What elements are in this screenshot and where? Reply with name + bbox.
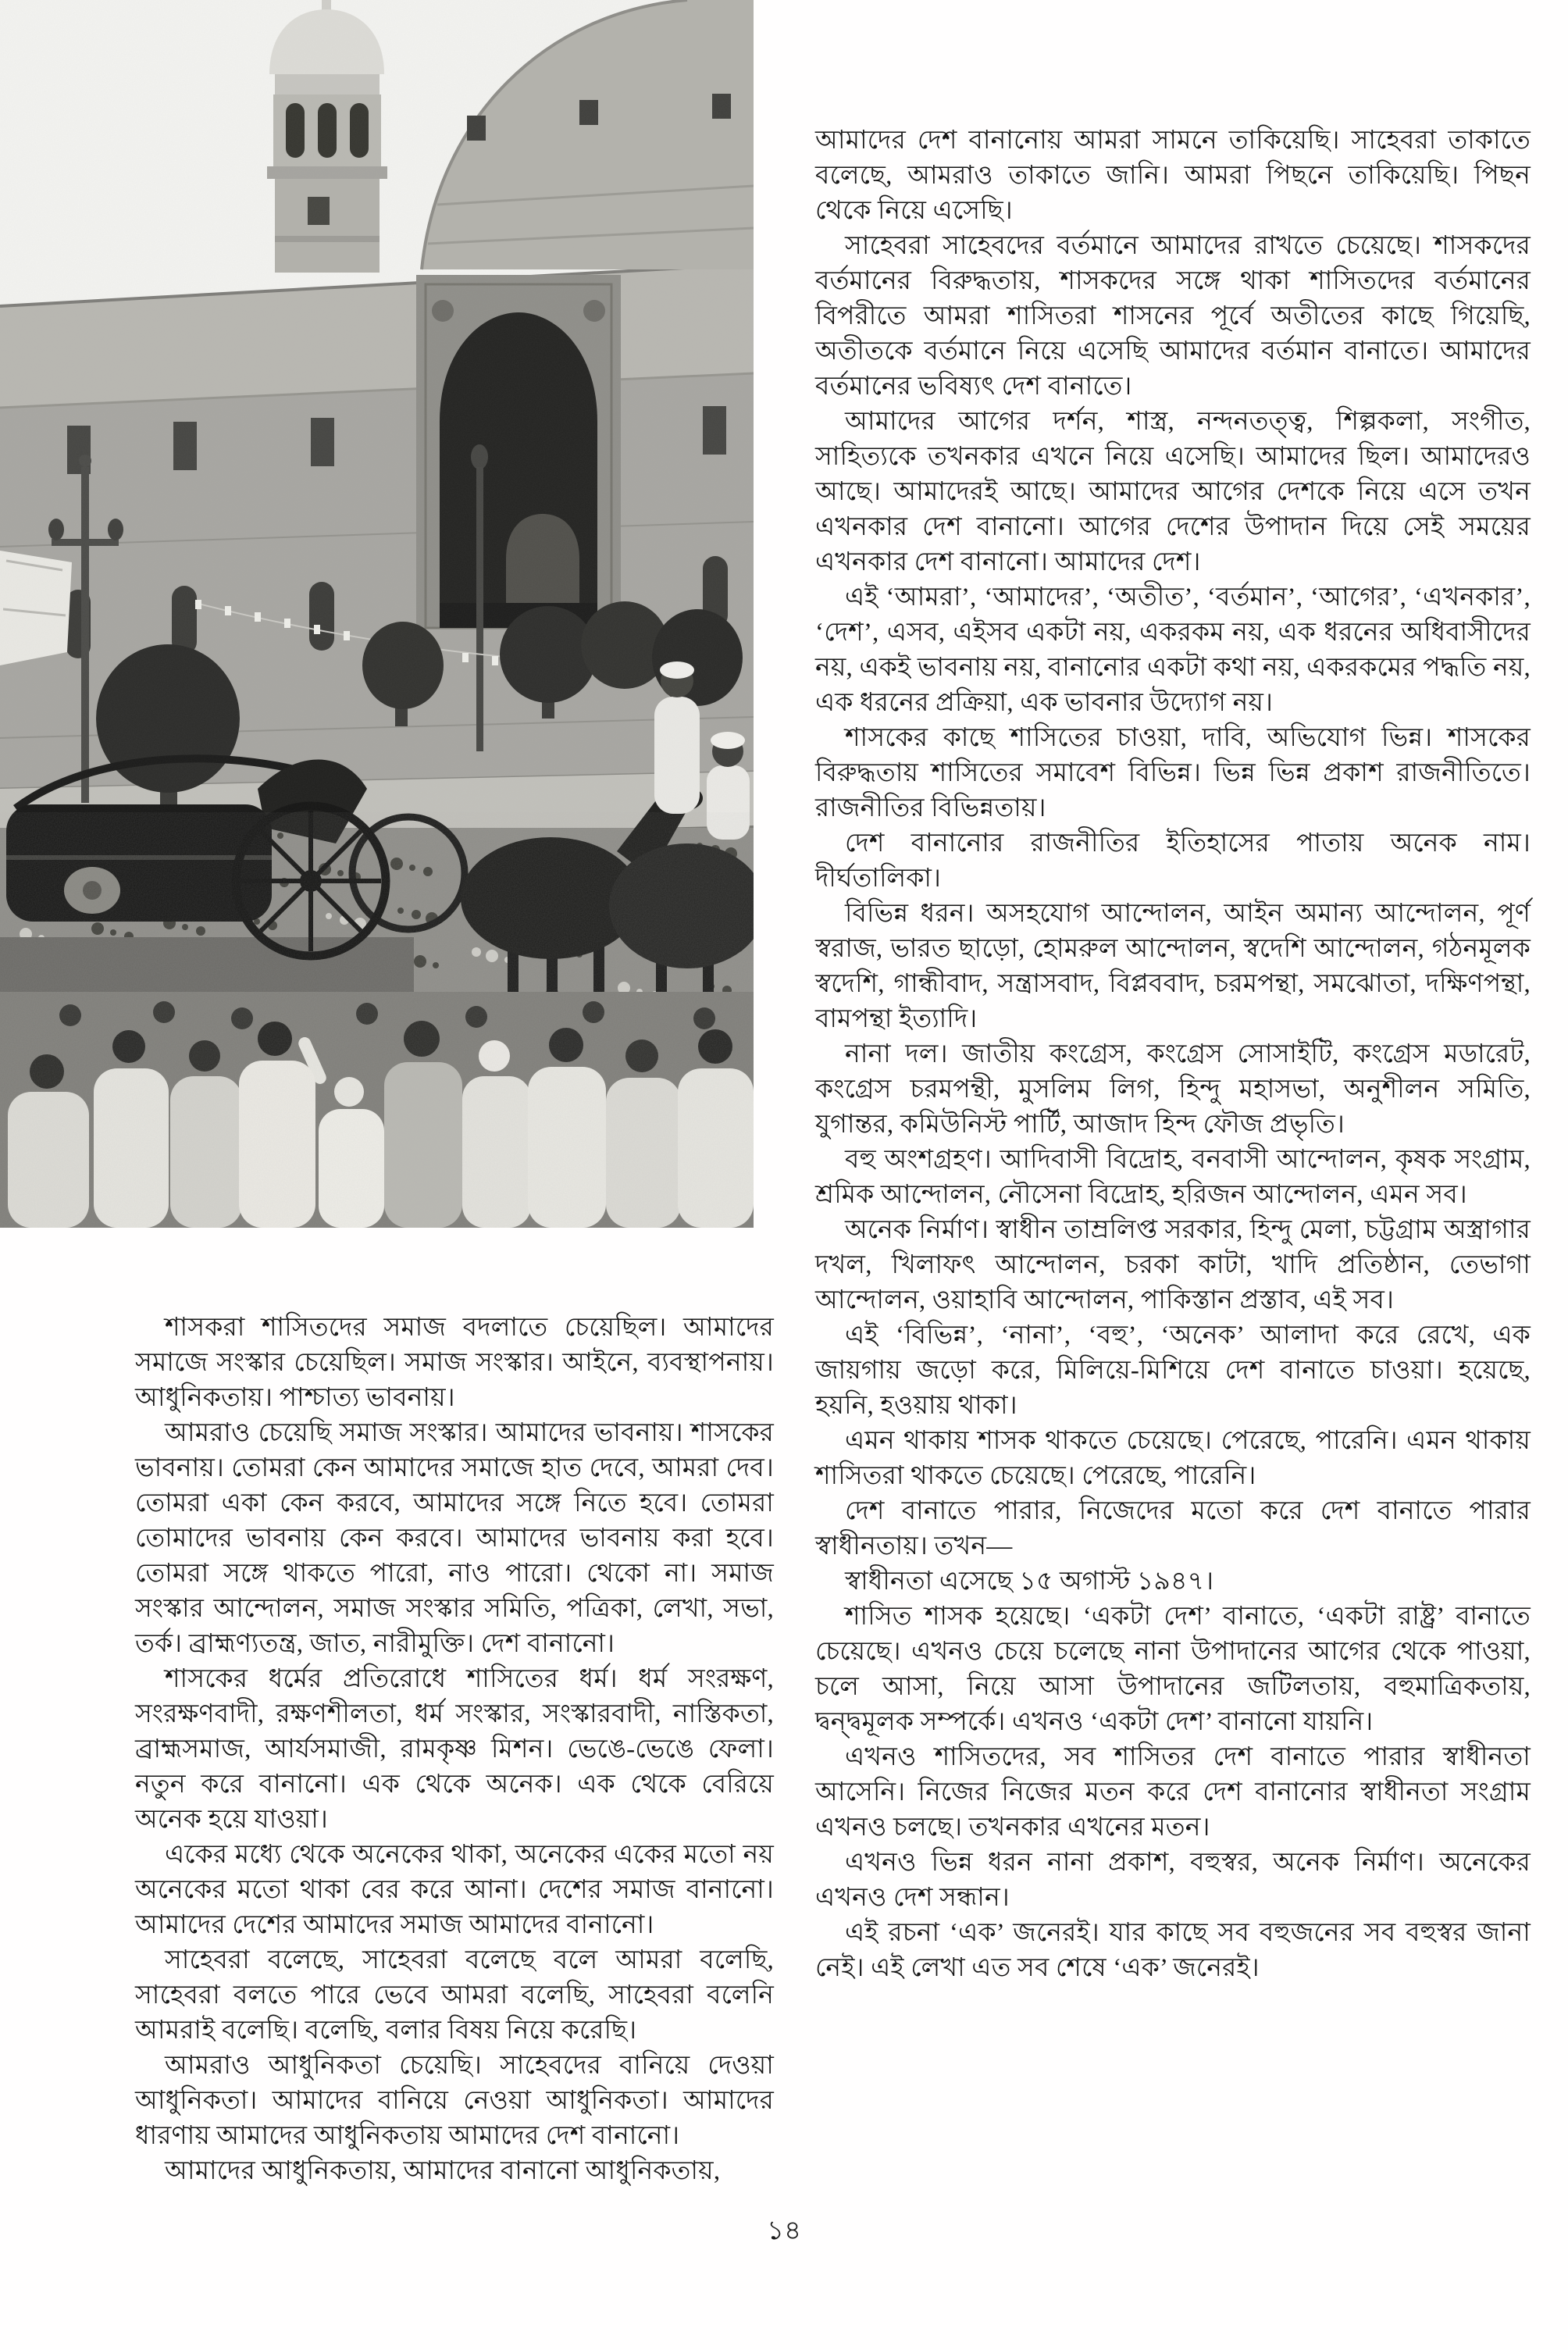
paragraph: আমরাও চেয়েছি সমাজ সংস্কার। আমাদের ভাবনায়। শাসকের ভাবনায়। তোমরা কেন আমাদের সমাজে হাত দেবে, আমরা দেব। তোমরা একা কেন করবে, আমাদের সঙ্গে নিতে হবে। তোমরা তোমাদের ভাবনায় কেন করবে। আমাদের ভাবনায় করা হবে। তোমরা সঙ্গে থাকতে পারো, নাও পারো। থেকো না। সমাজ সংস্কার আন্দোলন, সমাজ সংস্কার সমিতি, পত্রিকা, লেখা, সভা, তর্ক। ব্রাহ্মণ্যতন্ত্র, জাত, নারীমুক্তি। দেশ বানানো। xyxy=(135,1419,774,1658)
paragraph: এই ‘আমরা’, ‘আমাদের’, ‘অতীত’, ‘বর্তমান’, ‘আগের’, ‘এখনকার’, ‘দেশ’, এসব, এইসব একটা নয়, একরকম নয়, এক ধরনের অধিবাসীদের নয়, একই ভাবনায় নয়, বানানোর একটা কথা নয়, একরকমের পদ্ধতি নয়, এক ধরনের প্রক্রিয়া, এক ভাবনার উদ্যোগ নয়। xyxy=(815,583,1531,717)
paragraph: আমরাও আধুনিকতা চেয়েছি। সাহেবদের বানিয়ে দেওয়া আধুনিকতা। আমাদের বানিয়ে নেওয়া আধুনিকতা। আমাদের ধারণায় আমাদের আধুনিকতায় আমাদের দেশ বানানো। xyxy=(135,2052,774,2150)
paragraph: বিভিন্ন ধরন। অসহযোগ আন্দোলন, আইন অমান্য আন্দোলন, পূর্ণ স্বরাজ, ভারত ছাড়ো, হোমরুল আন্দোলন, স্বদেশি আন্দোলন, গঠনমূলক স্বদেশি, গান্ধীবাদ, সন্ত্রাসবাদ, বিপ্লববাদ, চরমপন্থা, সমঝোতা, দক্ষিণপন্থা, বামপন্থা ইত্যাদি। xyxy=(815,900,1531,1033)
paragraph: শাসকরা শাসিতদের সমাজ বদলাতে চেয়েছিল। আমাদের সমাজে সংস্কার চেয়েছিল। সমাজ সংস্কার। আইনে, ব্যবস্থাপনায়। আধুনিকতায়। পাশ্চাত্য ভাবনায়। xyxy=(135,1314,774,1412)
paragraph: শাসকের কাছে শাসিতের চাওয়া, দাবি, অভিযোগ ভিন্ন। শাসকের বিরুদ্ধতায় শাসিতের সমাবেশ বিভিন্ন। ভিন্ন ভিন্ন প্রকাশ রাজনীতিতে। রাজনীতির বিভিন্নতায়। xyxy=(815,724,1531,822)
paragraph: সাহেবরা বলেছে, সাহেবরা বলেছে বলে আমরা বলেছি, সাহেবরা বলতে পারে ভেবে আমরা বলেছি, সাহেবরা বলেনি আমরাই বলেছি। বলেছি, বলার বিষয় নিয়ে করেছি। xyxy=(135,1946,774,2045)
paragraph: সাহেবরা সাহেবদের বর্তমানে আমাদের রাখতে চেয়েছে। শাসকদের বর্তমানের বিরুদ্ধতায়, শাসকদের সঙ্গে থাকা শাসিতদের বর্তমানের বিপরীতে আমরা শাসিতরা শাসনের পূর্বে অতীতের কাছে গিয়েছি, অতীতকে বর্তমানে নিয়ে এসেছি আমাদের বর্তমান বানাতে। আমাদের বর্তমানের ভবিষ্যৎ দেশ বানাতে। xyxy=(815,232,1531,401)
paragraph: আমাদের দেশ বানানোয় আমরা সামনে তাকিয়েছি। সাহেবরা তাকাতে বলেছে, আমরাও তাকাতে জানি। আমরা পিছনে তাকিয়েছি। পিছন থেকে নিয়ে এসেছি। xyxy=(815,127,1531,225)
left-text-column xyxy=(135,1311,774,2189)
page-number: ১৪ xyxy=(766,2216,802,2245)
paragraph: শাসকের ধর্মের প্রতিরোধে শাসিতের ধর্ম। ধর্ম সংরক্ষণ, সংরক্ষণবাদী, রক্ষণশীলতা, ধর্ম সংস্কার, সংস্কারবাদী, নাস্তিকতা, ব্রাহ্মসমাজ, আর্যসমাজী, রামকৃষ্ণ মিশন। ভেঙে-ভেঙে ফেলা। নতুন করে বানানো। এক থেকে অনেক। এক থেকে বেরিয়ে অনেক হয়ে যাওয়া। xyxy=(135,1665,774,1834)
paragraph: আমাদের আগের দর্শন, শাস্ত্র, নন্দনতত্ত্ব, শিল্পকলা, সংগীত, সাহিত্যকে তখনকার এখনে নিয়ে এসেছি। আমাদের ছিল। আমাদেরও আছে। আমাদেরই আছে। আমাদের আগের দেশকে নিয়ে এসে তখন এখনকার দেশ বানানো। আগের দেশের উপাদান দিয়ে সেই সময়ের এখনকার দেশ বানানো। আমাদের দেশ। xyxy=(815,408,1531,576)
paragraph: অনেক নির্মাণ। স্বাধীন তাম্রলিপ্ত সরকার, হিন্দু মেলা, চট্টগ্রাম অস্ত্রাগার দখল, খিলাফৎ আন্দোলন, চরকা কাটা, খাদি প্রতিষ্ঠান, তেভাগা আন্দোলন, ওয়াহাবি আন্দোলন, পাকিস্তান প্রস্তাব, এই সব। xyxy=(815,1216,1531,1314)
paragraph: শাসিত শাসক হয়েছে। ‘একটা দেশ’ বানাতে, ‘একটা রাষ্ট্র’ বানাতে চেয়েছে। এখনও চেয়ে চলেছে নানা উপাদানের আগের থেকে পাওয়া, চলে আসা, নিয়ে আসা উপাদানের জটিলতায়, বহুমাত্রিকতায়, দ্বন্দ্বমূলক সম্পর্কে। এখনও ‘একটা দেশ’ বানানো যায়নি। xyxy=(815,1603,1531,1736)
paragraph: একের মধ্যে থেকে অনেকের থাকা, অনেকের একের মতো নয় অনেকের মতো থাকা বের করে আনা। দেশের সমাজ বানানো। আমাদের দেশের আমাদের সমাজ আমাদের বানানো। xyxy=(135,1841,774,1939)
paragraph: নানা দল। জাতীয় কংগ্রেস, কংগ্রেস সোসাইটি, কংগ্রেস মডারেট, কংগ্রেস চরমপন্থী, মুসলিম লিগ, হিন্দু মহাসভা, অনুশীলন সমিতি, যুগান্তর, কমিউনিস্ট পার্টি, আজাদ হিন্দ ফৌজ প্রভৃতি। xyxy=(815,1040,1531,1139)
paragraph: এমন থাকায় শাসক থাকতে চেয়েছে। পেরেছে, পারেনি। এমন থাকায় শাসিতরা থাকতে চেয়েছে। পেরেছে, পারেনি। xyxy=(815,1427,1531,1490)
paragraph: বহু অংশগ্রহণ। আদিবাসী বিদ্রোহ, বনবাসী আন্দোলন, কৃষক সংগ্রাম, শ্রমিক আন্দোলন, নৌসেনা বিদ্রোহ, হরিজন আন্দোলন, এমন সব। xyxy=(815,1146,1531,1209)
photo-grain-crowd xyxy=(0,812,754,1228)
paragraph: এখনও ভিন্ন ধরন নানা প্রকাশ, বহুস্বর, অনেক নির্মাণ। অনেকের এখনও দেশ সন্ধান। xyxy=(815,1849,1531,1912)
photo-illustration xyxy=(0,0,754,1228)
paragraph: এই রচনা ‘এক’ জনেরই। যার কাছে সব বহুজনের সব বহুস্বর জানা নেই। এই লেখা এত সব শেষে ‘এক’ জনেরই। xyxy=(815,1919,1531,1982)
photograph xyxy=(0,0,754,1228)
paragraph: দেশ বানানোর রাজনীতির ইতিহাসের পাতায় অনেক নাম। দীর্ঘতালিকা। xyxy=(815,829,1531,893)
paragraph: আমাদের আধুনিকতায়, আমাদের বানানো আধুনিকতায়, xyxy=(165,2157,721,2185)
paragraph: দেশ বানাতে পারার, নিজেদের মতো করে দেশ বানাতে পারার স্বাধীনতায়। তখন— xyxy=(815,1497,1531,1560)
paragraph: এই ‘বিভিন্ন’, ‘নানা’, ‘বহু’, ‘অনেক’ আলাদা করে রেখে, এক জায়গায় জড়ো করে, মিলিয়ে-মিশিয়ে দেশ বানাতে চাওয়া। হয়েছে, হয়নি, হওয়ায় থাকা। xyxy=(815,1321,1531,1420)
paragraph: স্বাধীনতা এসেছে ১৫ অগাস্ট ১৯৪৭। xyxy=(845,1567,1214,1596)
right-text-column xyxy=(815,123,1531,1986)
paragraph: এখনও শাসিতদের, সব শাসিতর দেশ বানাতে পারার স্বাধীনতা আসেনি। নিজের নিজের মতন করে দেশ বানানোর স্বাধীনতা সংগ্রাম এখনও চলছে। তখনকার এখনের মতন। xyxy=(815,1743,1531,1842)
